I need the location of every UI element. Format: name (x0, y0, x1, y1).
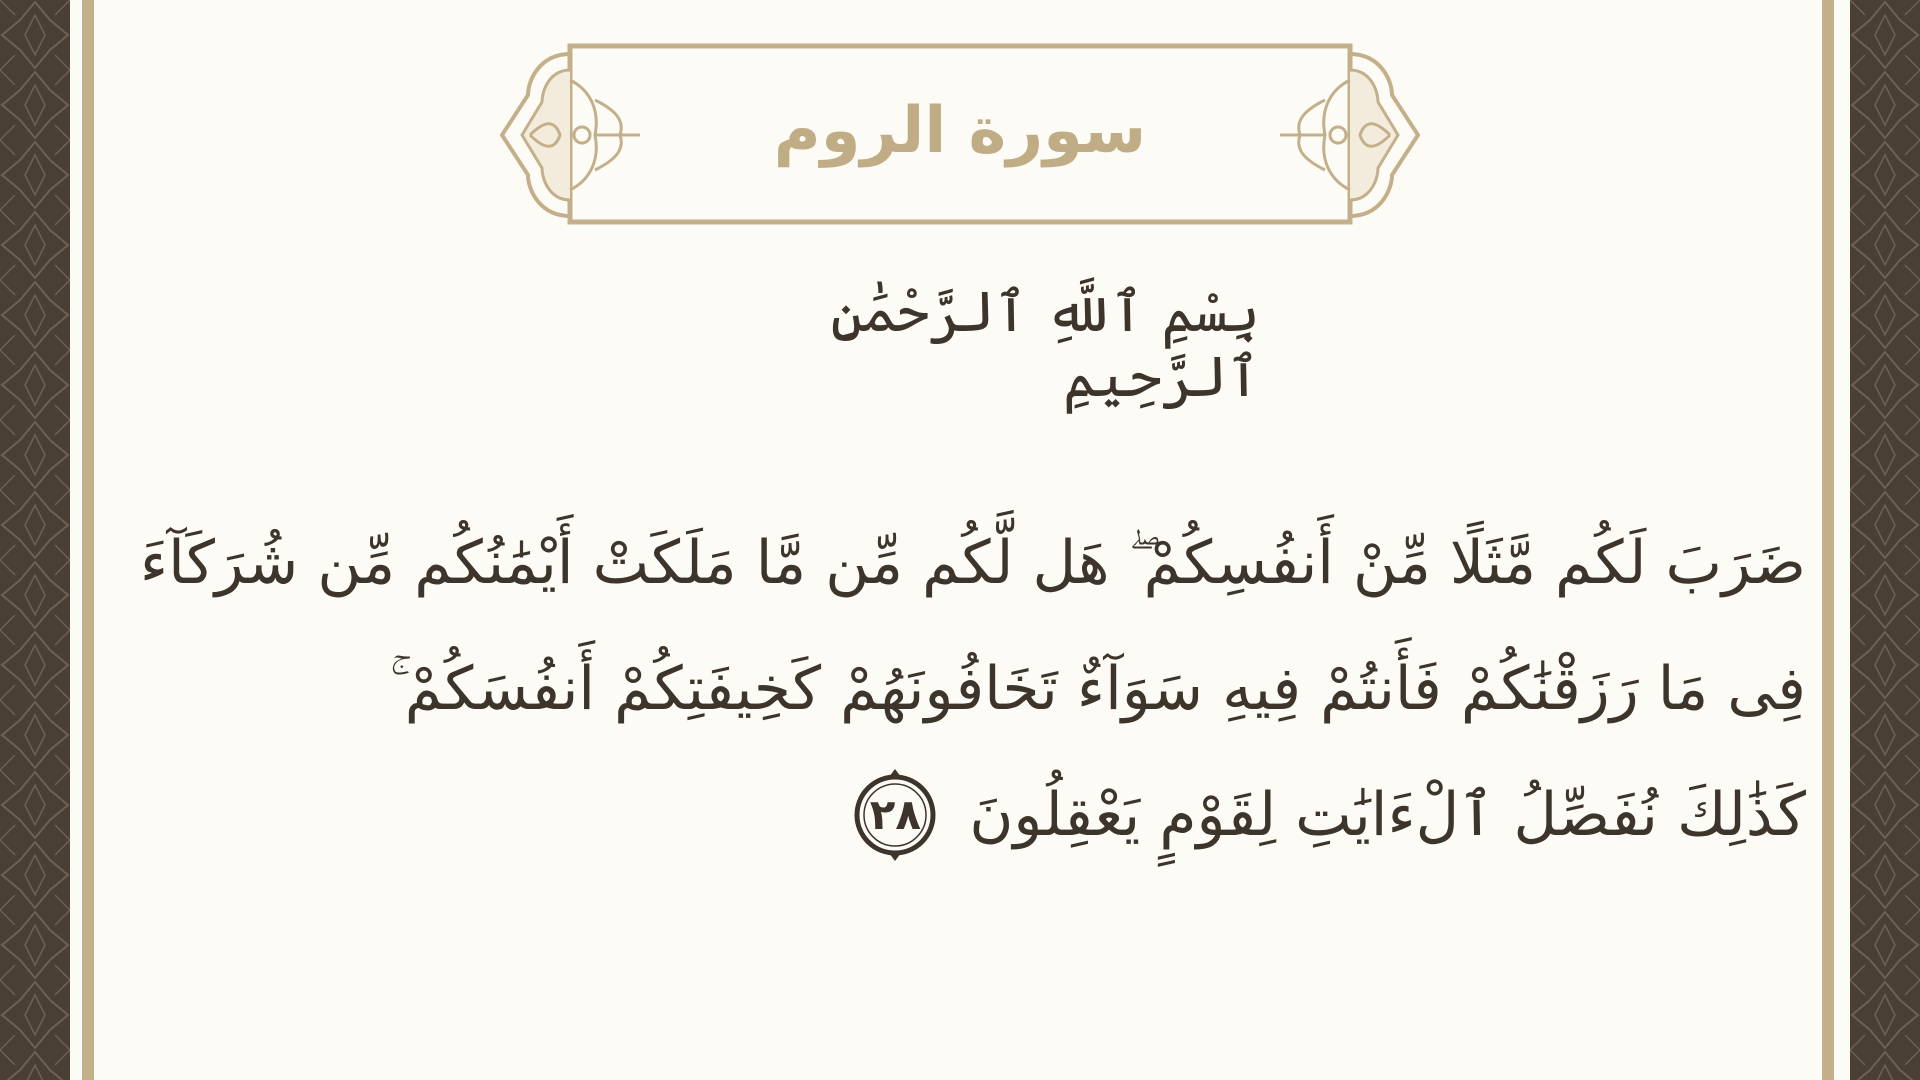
left-ornamental-border (0, 0, 70, 1080)
verse-line-3-text: كَذَٰلِكَ نُفَصِّلُ ٱلْءَايَٰتِ لِقَوْمٍ يَعْقِلُونَ (969, 780, 1806, 850)
right-gap (1834, 0, 1850, 1080)
surah-title-frame (500, 40, 1420, 230)
right-ornamental-border (1850, 0, 1920, 1080)
verse-text (130, 500, 1806, 878)
verse-line-3 (130, 752, 1806, 878)
verse-line-1 (130, 500, 1806, 626)
verse-line-2-text: فِى مَا رَزَقْنَٰكُمْ فَأَنتُمْ فِيهِ سَوَآءٌ تَخَافُونَهُمْ كَخِيفَتِكُمْ أَنفُسَكُمْ ۚ (389, 654, 1806, 724)
right-gold-rule (1822, 0, 1834, 1080)
surah-title: سورة الروم (773, 94, 1147, 168)
verse-line-1-text: ضَرَبَ لَكُم مَّثَلًا مِّنْ أَنفُسِكُمْ ۖ هَل لَّكُم مِّن مَّا مَلَكَتْ أَيْمَٰنُكُم مِّن شُرَكَآءَ (139, 528, 1806, 598)
left-gold-rule (82, 0, 94, 1080)
basmala: بِسْمِ ٱللَّهِ ٱلرَّحْمَٰنِ ٱلرَّحِيمِ (830, 280, 1260, 410)
ayah-number: ٢٨ (869, 790, 921, 839)
ayah-number-marker (845, 765, 945, 865)
verse-line-2 (130, 626, 1806, 752)
